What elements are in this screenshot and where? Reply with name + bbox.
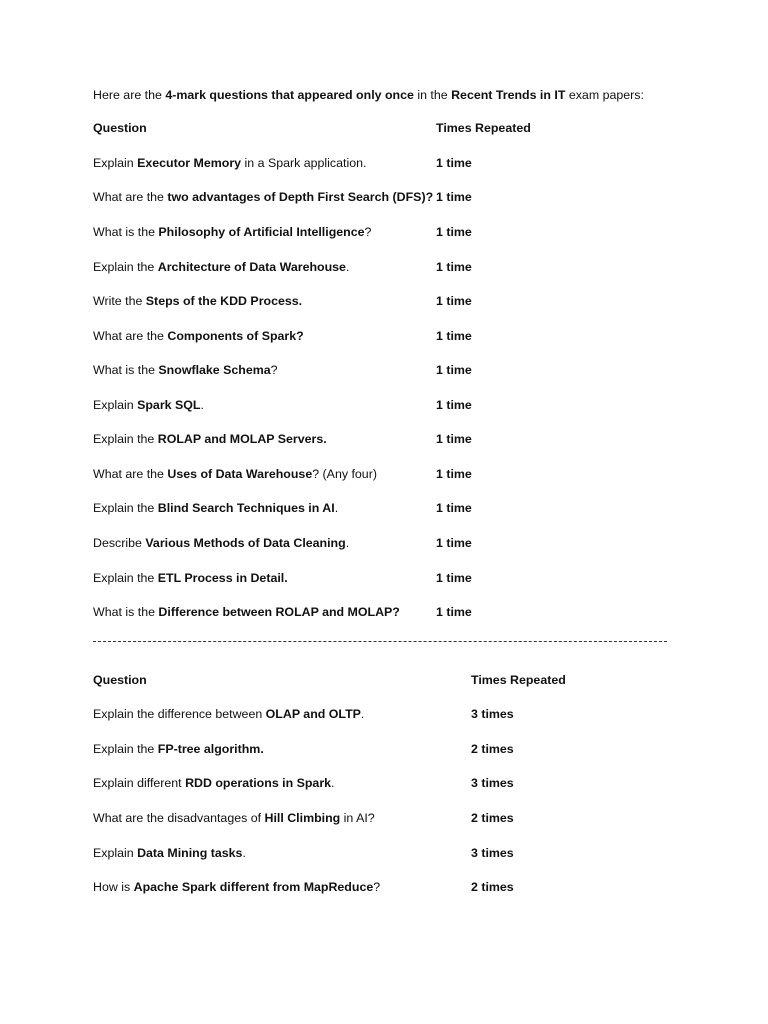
table-row xyxy=(93,260,733,278)
table-row xyxy=(93,776,733,794)
intro-text: Here are the xyxy=(93,88,166,102)
question-text: What is the Philosophy of Artificial Intelligence? xyxy=(93,225,372,239)
times-repeated: 1 time xyxy=(436,432,472,446)
table-row xyxy=(93,225,733,243)
times-repeated: 1 time xyxy=(436,571,472,585)
question-text: How is Apache Spark different from MapReduce? xyxy=(93,880,381,894)
table-row xyxy=(93,501,733,519)
times-repeated: 3 times xyxy=(471,846,514,860)
question-text: Explain the ETL Process in Detail. xyxy=(93,571,288,585)
intro-bold-text: Recent Trends in IT xyxy=(451,88,566,102)
question-text: What are the two advantages of Depth First Search (DFS)? xyxy=(93,190,434,204)
intro-bold-text: 4-mark questions that appeared only once xyxy=(165,88,414,102)
intro-paragraph xyxy=(93,88,644,104)
table1-header-times: Times Repeated xyxy=(436,121,531,135)
intro-text: exam papers: xyxy=(565,88,644,102)
times-repeated: 3 times xyxy=(471,776,514,790)
table-row xyxy=(93,605,733,623)
table-row xyxy=(93,536,733,554)
table-row xyxy=(93,156,733,174)
times-repeated: 1 time xyxy=(436,260,472,274)
question-text: Explain different RDD operations in Spark. xyxy=(93,776,335,790)
times-repeated: 1 time xyxy=(436,363,472,377)
times-repeated: 2 times xyxy=(471,811,514,825)
question-text: What are the Components of Spark? xyxy=(93,329,304,343)
times-repeated: 1 time xyxy=(436,501,472,515)
question-text: Explain Executor Memory in a Spark application. xyxy=(93,156,367,170)
table-row xyxy=(93,329,733,347)
table-row xyxy=(93,432,733,450)
intro-text: in the xyxy=(413,88,452,102)
table-row xyxy=(93,571,733,589)
question-text: What are the Uses of Data Warehouse? (Any four) xyxy=(93,467,377,481)
question-text: What are the disadvantages of Hill Climbing in AI? xyxy=(93,811,375,825)
question-text: Explain the Blind Search Techniques in AI. xyxy=(93,501,339,515)
table-row xyxy=(93,707,733,725)
dashed-divider xyxy=(93,641,667,642)
table1-header-row xyxy=(93,121,733,139)
table-row xyxy=(93,398,733,416)
question-text: Explain the Architecture of Data Warehouse. xyxy=(93,260,350,274)
times-repeated: 1 time xyxy=(436,605,472,619)
table-row xyxy=(93,190,733,208)
table2-header-times: Times Repeated xyxy=(471,673,566,687)
document-page xyxy=(93,0,733,1024)
times-repeated: 1 time xyxy=(436,190,472,204)
table1-header-question: Question xyxy=(93,121,147,135)
table-row xyxy=(93,294,733,312)
table2-header-question: Question xyxy=(93,673,147,687)
question-text: Write the Steps of the KDD Process. xyxy=(93,294,303,308)
times-repeated: 1 time xyxy=(436,294,472,308)
times-repeated: 2 times xyxy=(471,742,514,756)
table-row xyxy=(93,742,733,760)
question-text: Explain Data Mining tasks. xyxy=(93,846,246,860)
times-repeated: 1 time xyxy=(436,329,472,343)
times-repeated: 2 times xyxy=(471,880,514,894)
question-text: What is the Snowflake Schema? xyxy=(93,363,278,377)
question-text: Explain Spark SQL. xyxy=(93,398,204,412)
times-repeated: 1 time xyxy=(436,225,472,239)
times-repeated: 1 time xyxy=(436,536,472,550)
table-row xyxy=(93,363,733,381)
table2-header-row xyxy=(93,673,733,691)
table-row xyxy=(93,811,733,829)
times-repeated: 3 times xyxy=(471,707,514,721)
table-row xyxy=(93,846,733,864)
table-row xyxy=(93,467,733,485)
question-text: Explain the ROLAP and MOLAP Servers. xyxy=(93,432,327,446)
question-text: Explain the FP-tree algorithm. xyxy=(93,742,264,756)
times-repeated: 1 time xyxy=(436,156,472,170)
question-text: Explain the difference between OLAP and OLTP. xyxy=(93,707,365,721)
question-text: What is the Difference between ROLAP and MOLAP? xyxy=(93,605,400,619)
table-row xyxy=(93,880,733,898)
times-repeated: 1 time xyxy=(436,398,472,412)
question-text: Describe Various Methods of Data Cleaning. xyxy=(93,536,350,550)
times-repeated: 1 time xyxy=(436,467,472,481)
